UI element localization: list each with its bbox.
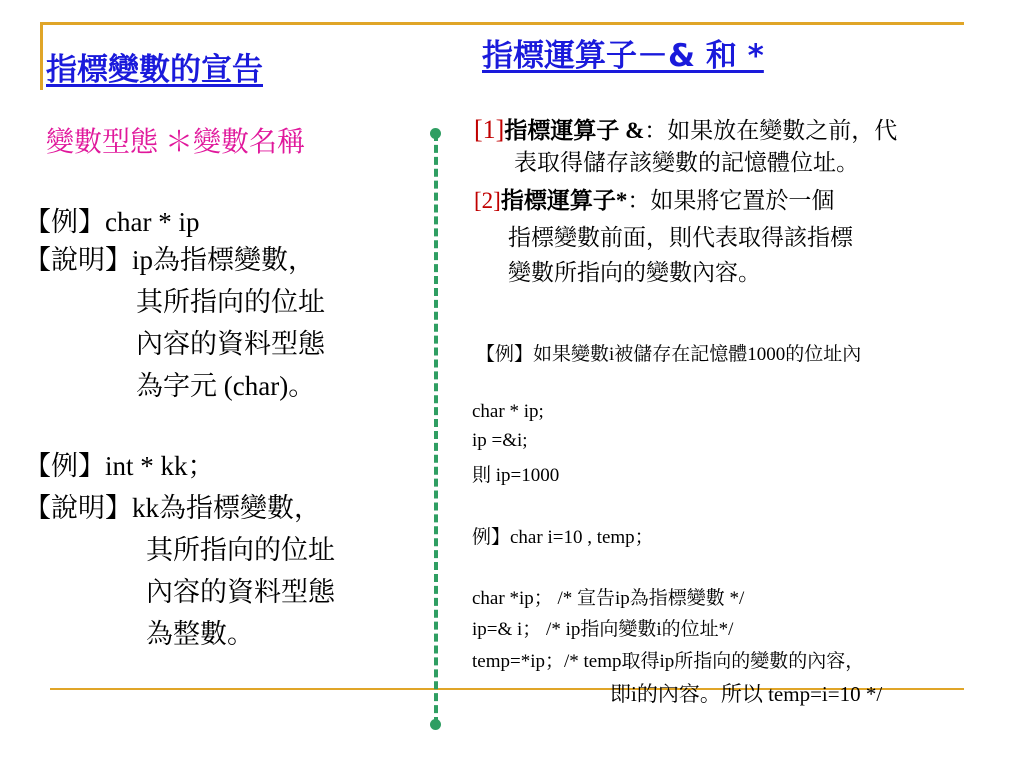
code-line: char * ip; (472, 401, 544, 422)
example1-line (24, 203, 199, 241)
example2-note-cont: 其所指向的位址 (146, 535, 335, 565)
example2-code: int * kk； (105, 451, 215, 481)
example-intro: 【例】如果變數i被儲存在記憶體1000的位址內 (476, 344, 862, 365)
code-line: char *ip； /* 宣告ip為指標變數 */ (472, 588, 745, 609)
example2-note-label: 【說明】 (24, 493, 132, 523)
example1-note-line (24, 241, 315, 279)
item2-cont: 變數所指向的變數內容。 (508, 260, 761, 285)
example2-label: 【例】 (24, 451, 105, 481)
item2-bold: 指標運算子* (500, 188, 628, 213)
item2-number: [2] (474, 188, 501, 213)
divider-top-dot (430, 128, 441, 139)
item1-bold: 指標運算子 & (504, 118, 645, 143)
code-line-cont: 即i的內容。所以 temp=i=10 */ (610, 682, 883, 706)
item2-text: ：如果將它置於一個 (627, 188, 835, 213)
top-rule (40, 22, 964, 25)
example2-line (24, 447, 215, 485)
example2-note-line (24, 489, 321, 527)
item1-number: [1] (474, 115, 505, 144)
example1-note-cont: 為字元 (char)。 (136, 371, 316, 401)
code-line: temp=*ip；/* temp取得ip所指向的變數的內容， (472, 651, 865, 672)
right-title: 指標運算子－& 和 * (482, 38, 764, 74)
column-divider (434, 133, 438, 725)
item1-cont: 表取得儲存該變數的記憶體位址。 (514, 150, 859, 175)
code-line: ip =&i; (472, 430, 528, 451)
left-title: 指標變數的宣告 (46, 52, 263, 88)
example2-note-cont: 內容的資料型態 (146, 577, 335, 607)
example1-note-label: 【說明】 (24, 245, 132, 275)
item1-line (474, 115, 897, 146)
left-rule (40, 22, 43, 90)
example1-code: char * ip (105, 207, 200, 237)
code-line: ip=& i； /* ip指向變數i的位址*/ (472, 619, 734, 640)
declaration-syntax: 變數型態 ＊變數名稱 (46, 127, 306, 158)
example1-note-text: ip為指標變數， (132, 245, 316, 275)
example1-label: 【例】 (24, 207, 105, 237)
example2-intro: 例】char i=10 , temp； (472, 527, 654, 548)
example2-note-text: kk為指標變數， (132, 493, 321, 523)
divider-bottom-dot (430, 719, 441, 730)
example1-note-cont: 內容的資料型態 (136, 329, 325, 359)
item2-line (474, 186, 834, 216)
example2-note-cont: 為整數。 (146, 619, 254, 649)
code-line: 則 ip=1000 (472, 465, 560, 486)
item2-cont: 指標變數前面，則代表取得該指標 (508, 225, 853, 250)
example1-note-cont: 其所指向的位址 (136, 287, 325, 317)
item1-text: ：如果放在變數之前，代 (644, 118, 898, 143)
